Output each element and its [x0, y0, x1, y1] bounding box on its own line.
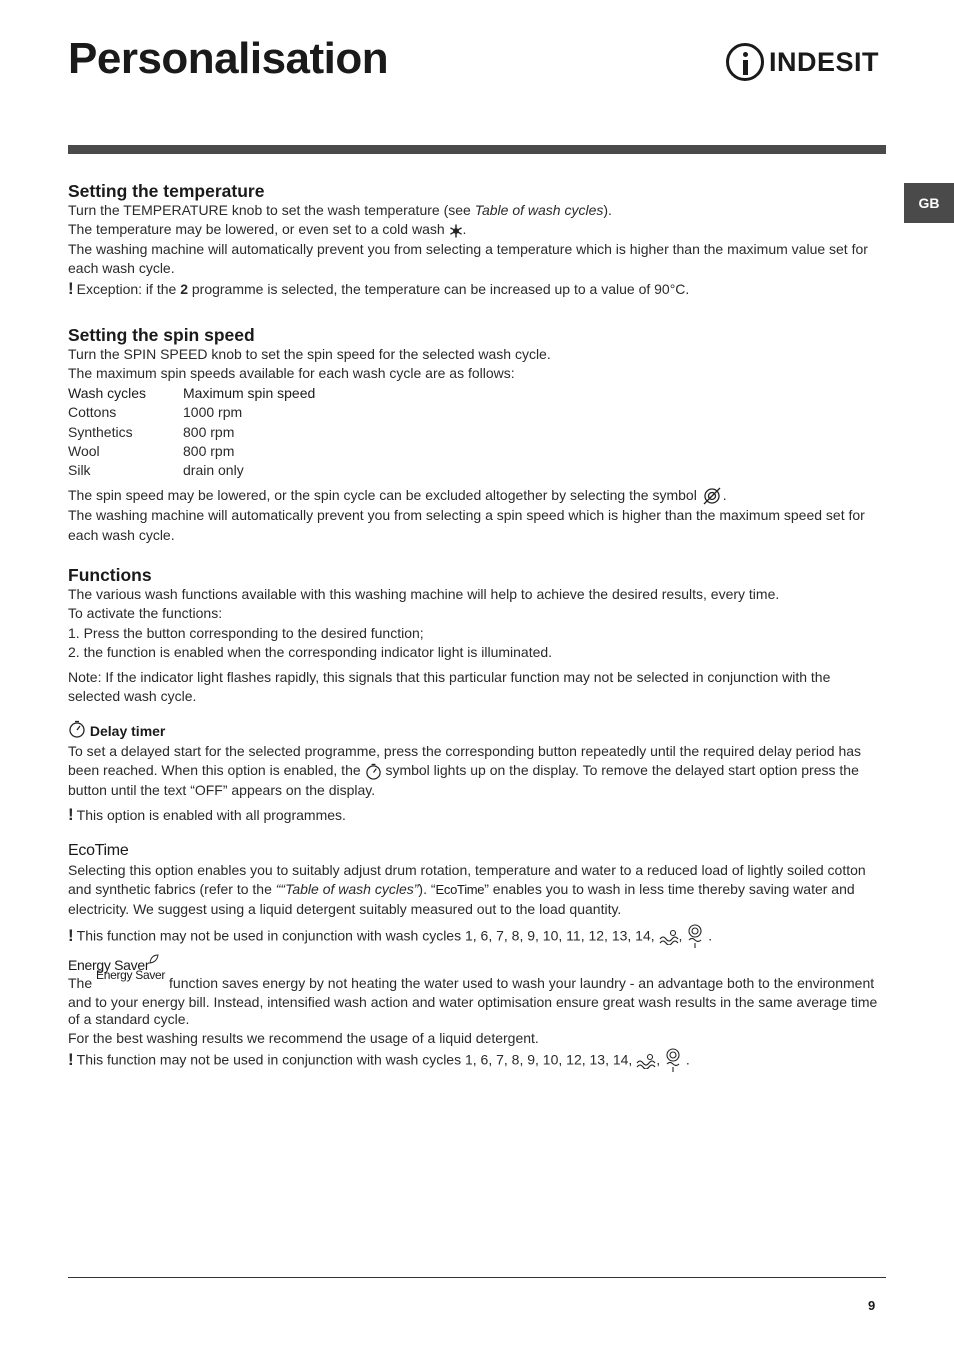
text: The [68, 975, 93, 992]
timer-icon [68, 720, 86, 738]
ecotime-text [68, 861, 886, 919]
cell: 800 rpm [183, 423, 235, 440]
section-functions [68, 565, 886, 1074]
functions-note: Note: If the indicator light flashes rapidly, this signals that this particular function may not be selected in conjunction with the selected wash cycle. [68, 668, 831, 705]
ecotime-warning: ! This function may not be used in conjunction with wash cycles 1, 6, 7, 8, 9, 10, 11, 12, 13, 14, , . [68, 924, 886, 950]
temperature-line2: The temperature may be lowered, or even set to a cold wash . [68, 221, 467, 238]
silk-cycle-icon [686, 924, 704, 950]
spin-table [68, 384, 315, 481]
warning-icon: ! [68, 805, 74, 825]
table-reference: ““Table of wash cycles” [275, 881, 419, 898]
text: ). “ [418, 881, 436, 898]
page-title: Personalisation [68, 34, 389, 83]
delay-timer-text [68, 742, 886, 800]
text: programme is selected, the temperature can be increased up to a value of 90°C. [187, 280, 690, 297]
text: ” enables you to wash in less time thereby saving water and electricity. We suggest using a liquid detergent suitably measured out to the load quantity. [68, 881, 855, 917]
spin-line1: Turn the SPIN SPEED knob to set the spin speed for the selected wash cycle. [68, 346, 551, 363]
delay-timer-heading: Delay timer [89, 723, 166, 740]
warning-icon: ! [68, 925, 74, 945]
programme-number: 2 [180, 280, 188, 297]
cell: drain only [183, 462, 244, 479]
temperature-exception [68, 279, 886, 299]
indesit-logo [726, 40, 879, 84]
cell: Silk [68, 462, 91, 479]
text: The temperature may be lowered, or even set to a cold wash [68, 221, 445, 238]
spin-line4: The washing machine will automatically prevent you from selecting a spin speed which is higher than the maximum speed set for each wash cycle. [68, 507, 865, 543]
text: symbol lights up on the display. To remove the delayed start option press the button until the text “OFF” appears on the display. [68, 762, 859, 798]
indesit-i-icon [726, 43, 764, 81]
ecotime-heading: EcoTime [68, 842, 129, 860]
snowflake-icon [449, 224, 463, 238]
wool-cycle-icon [636, 1053, 656, 1069]
text: Exception: if the [76, 280, 181, 297]
delay-timer-warning [68, 805, 886, 825]
cell: Wool [68, 443, 100, 460]
text: Energy Saver [68, 957, 150, 974]
table-reference: Table of wash cycles [474, 202, 604, 218]
spin-heading: Setting the spin speed [68, 325, 255, 346]
footer-rule [68, 1277, 886, 1278]
ecotime-block [68, 841, 886, 950]
text: This option is enabled with all programmes. [76, 807, 346, 824]
table-header-row [68, 384, 315, 403]
delay-timer-block [68, 720, 886, 825]
table-row [68, 461, 315, 480]
energy-saver-inline-logo: Energy Saver [96, 968, 166, 983]
text: To set a delayed start for the selected programme, press the corresponding button repeatedly until the required delay period has been reached. When this option is enabled, the [68, 742, 862, 779]
cell: 1000 rpm [183, 404, 243, 421]
temperature-line3: The washing machine will automatically prevent you from selecting a temperature which is higher than the maximum value set for each wash cycle. [68, 240, 868, 277]
no-spin-icon [701, 486, 723, 506]
spin-line2: The maximum spin speeds available for each wash cycle are as follows: [68, 365, 515, 382]
energy-saver-block [68, 954, 886, 1074]
page-number: 9 [868, 1298, 876, 1313]
functions-step2: 2. the function is enabled when the corresponding indicator light is illuminated. [68, 644, 553, 661]
text: Turn the TEMPERATURE knob to set the wash temperature (see [68, 202, 475, 218]
leaf-icon [149, 954, 159, 964]
column-header: Wash cycles [68, 384, 147, 401]
header-rule [68, 145, 886, 154]
language-tab: GB [904, 183, 954, 223]
text: This function may not be used in conjunction with wash cycles 1, 6, 7, 8, 9, 10, 11, 12, 13, 14, [76, 927, 655, 944]
delay-timer-heading-row [68, 720, 886, 741]
text: function saves energy by not heating the water used to wash your laundry - an advantage both to the environment and to your energy bill. Instead, intensified wash action and water optimisation ensure great wash results in the same average time of a standard cycle. [68, 975, 878, 1028]
warning-icon: ! [68, 278, 74, 298]
spin-line3: The spin speed may be lowered, or the spin cycle can be excluded altogether by selecting the symbol . [68, 486, 886, 506]
text: This function may not be used in conjunction with wash cycles 1, 6, 7, 8, 9, 10, 12, 13, 14, [76, 1052, 633, 1069]
section-spin [68, 325, 886, 545]
cell: 800 rpm [183, 443, 235, 460]
table-row [68, 423, 315, 442]
text: ). [603, 202, 612, 218]
energy-saver-heading [68, 954, 886, 975]
functions-heading: Functions [68, 564, 152, 585]
functions-activate: To activate the functions: [68, 605, 223, 622]
energy-saver-warning: ! This function may not be used in conjunction with wash cycles 1, 6, 7, 8, 9, 10, 12, 13, 14, , . [68, 1048, 886, 1074]
wool-cycle-icon [659, 929, 679, 945]
column-header: Maximum spin speed [183, 384, 316, 401]
page-content [68, 181, 886, 1092]
timer-icon [365, 763, 382, 780]
energy-saver-detergent: For the best washing results we recommend the usage of a liquid detergent. [68, 1029, 539, 1046]
section-temperature [68, 181, 886, 299]
functions-step1: 1. Press the button corresponding to the desired function; [68, 624, 424, 641]
cell: Cottons [68, 404, 117, 421]
table-row [68, 442, 315, 461]
silk-cycle-icon [664, 1048, 682, 1074]
cell: Synthetics [68, 423, 133, 440]
table-row [68, 403, 315, 422]
warning-icon: ! [68, 1050, 74, 1070]
ecotime-inline-logo: EcoTime [435, 882, 485, 898]
temperature-line1 [68, 201, 886, 220]
brand-name: INDESIT [769, 46, 880, 77]
temperature-heading: Setting the temperature [68, 181, 265, 201]
energy-saver-text [68, 968, 886, 1029]
functions-intro: The various wash functions available with this washing machine will help to achieve the desired results, every time. [68, 585, 780, 602]
text: The spin speed may be lowered, or the spin cycle can be excluded altogether by selecting the symbol [68, 486, 697, 503]
text: Selecting this option enables you to suitably adjust drum rotation, temperature and water to a reduced load of lightly soiled cotton and synthetic fabrics (refer to the [68, 861, 866, 898]
